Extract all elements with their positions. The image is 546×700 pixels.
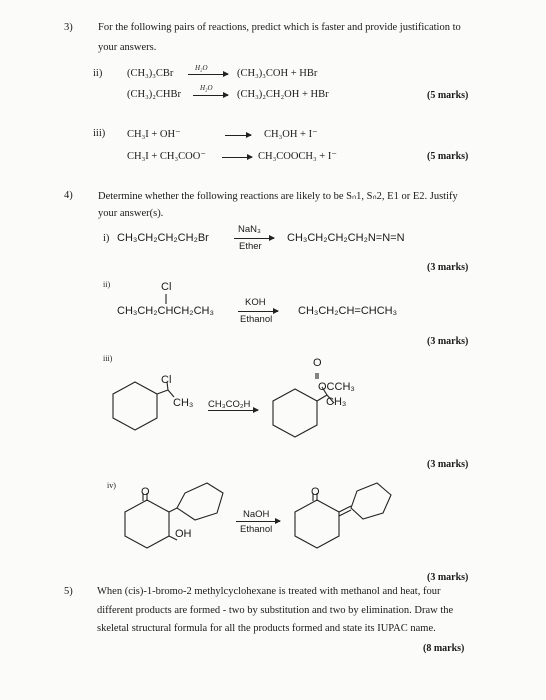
q3-iii-r2-right: CH₃COOCH₃ + I⁻ [258,151,337,162]
q3-iii-r2-left: CH₃I + CH₃COO⁻ [127,151,206,162]
q3-number: 3) [64,22,73,33]
q4-iv-reagent-top: NaOH [243,509,270,520]
q3-iii-r1-left: CH₃I + OH⁻ [127,129,181,140]
reaction-arrow [236,521,280,522]
reaction-arrow [193,95,228,96]
q4-ii-cl: Cl [161,281,172,293]
q4-iv-label: iv) [107,481,116,490]
q4-i-label: i) [103,233,110,244]
q4-iii-ch3-left: CH₃ [173,397,194,409]
q4-ii-left: CH₃CH₂CHCH₂CH₃ [117,305,214,317]
q3-ii-r1-right: (CH₃)₃COH + HBr [237,68,318,79]
q4-ii-right: CH₃CH₂CH=CHCH₃ [298,305,398,317]
q4-i-reagent-bottom: Ether [239,241,262,252]
q3-ii-marks: (5 marks) [427,90,469,101]
q3-prompt-line2: your answers. [98,42,157,53]
q5-line3: skeletal structural formula for all the products formed and state its IUPAC name. [97,623,436,634]
q4-i-marks: (3 marks) [427,262,469,273]
q4-iii-och3: OCCH₃ [318,381,355,393]
q4-iv-reagent-bottom: Ethanol [240,524,273,535]
reaction-arrow [238,311,278,312]
q3-iii-marks: (5 marks) [427,151,469,162]
q3-ii-r2-left: (CH₃)₂CHBr [127,89,181,100]
q4-prompt-line2: your answer(s). [98,208,164,219]
q4-iii-label: iii) [103,354,113,363]
reaction-arrow [222,157,252,158]
q4-prompt-line1: Determine whether the following reactions are likely to be Sₙ1, Sₙ2, E1 or E2. Justify [98,191,458,202]
q3-ii-r2-right: (CH₃)₂CH₂OH + HBr [237,89,329,100]
q3-prompt-line1: For the following pairs of reactions, predict which is faster and provide justification to [98,22,461,33]
q5-number: 5) [64,586,73,597]
q3-ii-r2-reagent: H₂O [200,84,213,92]
q4-iii-cl: Cl [161,374,172,386]
q4-ii-marks: (3 marks) [427,336,469,347]
q3-ii-r1-reagent: H₂O [195,64,208,72]
q4-iii-o: O [313,357,322,369]
q4-iv-o-left: O [141,486,150,498]
q3-iii-r1-right: CH₃OH + I⁻ [264,129,318,140]
reaction-arrow [234,238,274,239]
q4-iv-oh: OH [175,528,192,540]
q4-iii-marks: (3 marks) [427,459,469,470]
reaction-arrow [208,410,258,411]
q4-ii-reagent-top: KOH [245,297,266,308]
enone-product-structure [295,475,395,555]
q4-i-right: CH₃CH₂CH₂CH₂N=N=N [287,232,405,244]
q4-iv-marks: (3 marks) [427,572,469,583]
q3-iii-label: iii) [93,128,106,139]
q4-i-left: CH₃CH₂CH₂CH₂Br [117,232,209,244]
reaction-arrow [188,74,228,75]
q4-iii-reagent: CH₃CO₂H [208,399,251,410]
q3-ii-label: ii) [93,68,103,79]
q4-iii-ch3-right: CH₃ [326,396,347,408]
reaction-arrow [225,135,251,136]
q4-i-reagent-top: NaN₃ [238,224,261,235]
q4-ii-reagent-bottom: Ethanol [240,314,273,325]
q5-line1: When (cis)-1-bromo-2 methylcyclohexane is treated with methanol and heat, four [97,586,441,597]
q4-number: 4) [64,190,73,201]
q4-ii-label: ii) [103,280,111,289]
q5-marks: (8 marks) [423,643,465,654]
q4-iv-o-right: O [311,486,320,498]
q3-ii-r1-left: (CH₃)₃CBr [127,68,174,79]
q5-line2: different products are formed - two by substitution and two by elimination. Draw the [97,605,454,616]
